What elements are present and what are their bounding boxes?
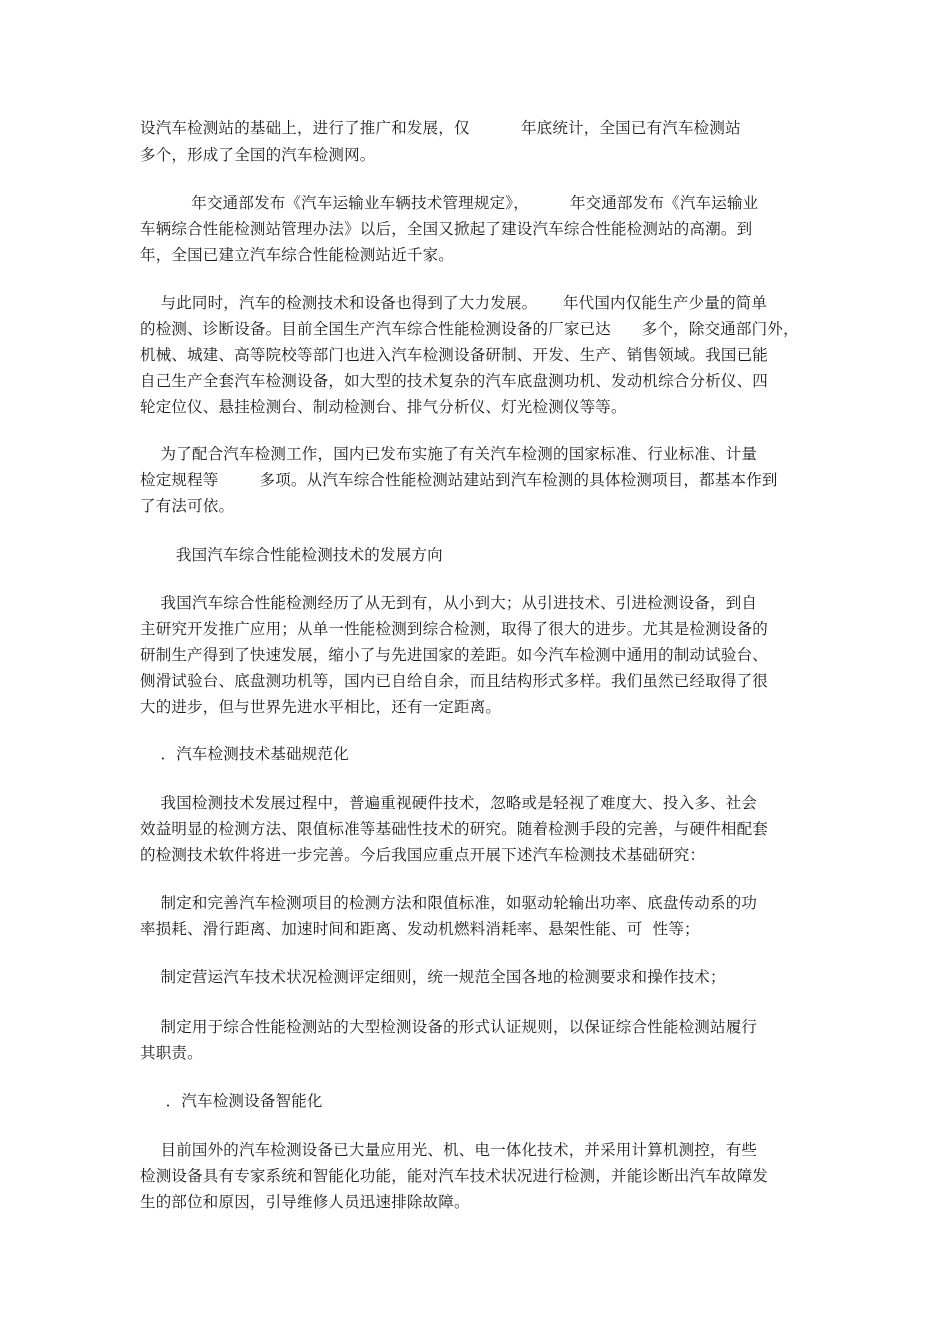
text-line: 轮定位仪、悬挂检测台、制动检测台、排气分析仪、灯光检测仪等等。 bbox=[140, 398, 627, 416]
text-line: 大的进步，但与世界先进水平相比，还有一定距离。 bbox=[140, 698, 502, 716]
text-line: 制定营运汽车技术状况检测评定细则，统一规范全国各地的检测要求和操作技术； bbox=[140, 968, 726, 986]
text-line: 研制生产得到了快速发展，缩小了与先进国家的差距。如今汽车检测中通用的制动试验台、 bbox=[140, 646, 769, 664]
text-line: 检测设备具有专家系统和智能化功能，能对汽车技术状况进行检测，并能诊断出汽车故障发 bbox=[140, 1167, 769, 1185]
text-line: 效益明显的检测方法、限值标准等基础性技术的研究。随着检测手段的完善，与硬件相配套 bbox=[140, 820, 769, 838]
text-line: 的检测、诊断设备。目前全国生产汽车综合性能检测设备的厂家已达 多个，除交通部门外， bbox=[140, 320, 799, 338]
text-line: 的检测技术软件将进一步完善。今后我国应重点开展下述汽车检测技术基础研究： bbox=[140, 846, 706, 864]
text-line: 为了配合汽车检测工作，国内已发布实施了有关汽车检测的国家标准、行业标准、计量 bbox=[140, 445, 758, 463]
text-line: 生的部位和原因，引导维修人员迅速排除故障。 bbox=[140, 1193, 470, 1211]
text-line: 与此同时，汽车的检测技术和设备也得到了大力发展。 年代国内仅能生产少量的简单 bbox=[140, 294, 768, 312]
text-line: 率损耗、滑行距离、加速时间和距离、发动机燃料消耗率、悬架性能、可 性等； bbox=[140, 920, 700, 938]
text-line: 自己生产全套汽车检测设备，如大型的技术复杂的汽车底盘测功机、发动机综合分析仪、四 bbox=[140, 372, 769, 390]
text-line: 检定规程等 多项。从汽车综合性能检测站建站到汽车检测的具体检测项目，都基本作到 bbox=[140, 471, 778, 489]
text-line: 年交通部发布《汽车运输业车辆技术管理规定》， 年交通部发布《汽车运输业 bbox=[140, 194, 759, 212]
text-line: 多个，形成了全国的汽车检测网。 bbox=[140, 146, 376, 164]
section-heading: ．汽车检测技术基础规范化 bbox=[140, 745, 349, 763]
text-line: 目前国外的汽车检测设备已大量应用光、机、电一体化技术，并采用计算机测控，有些 bbox=[140, 1141, 758, 1159]
text-line: 我国检测技术发展过程中，普遍重视硬件技术，忽略或是轻视了难度大、投入多、社会 bbox=[140, 794, 758, 812]
text-line: 年，全国已建立汽车综合性能检测站近千家。 bbox=[140, 246, 455, 264]
text-line: 我国汽车综合性能检测经历了从无到有，从小到大；从引进技术、引进检测设备，到自 bbox=[140, 594, 758, 612]
text-line: 车辆综合性能检测站管理办法》以后，全国又掀起了建设汽车综合性能检测站的高潮。到 bbox=[140, 220, 753, 238]
text-line: 主研究开发推广应用；从单一性能检测到综合检测，取得了很大的进步。尤其是检测设备的 bbox=[140, 620, 769, 638]
text-line: 制定用于综合性能检测站的大型检测设备的形式认证规则，以保证综合性能检测站履行 bbox=[140, 1018, 758, 1036]
text-line: 制定和完善汽车检测项目的检测方法和限值标准，如驱动轮输出功率、底盘传动系的功 bbox=[140, 894, 758, 912]
text-line: 设汽车检测站的基础上，进行了推广和发展，仅 年底统计，全国已有汽车检测站 bbox=[140, 119, 741, 137]
text-line: 了有法可依。 bbox=[140, 497, 235, 515]
text-line: 机械、城建、高等院校等部门也进入汽车检测设备研制、开发、生产、销售领域。我国已能 bbox=[140, 346, 769, 364]
section-heading: ．汽车检测设备智能化 bbox=[140, 1092, 323, 1110]
text-line: 侧滑试验台、底盘测功机等，国内已自给自余，而且结构形式多样。我们虽然已经取得了很 bbox=[140, 672, 769, 690]
text-line: 其职责。 bbox=[140, 1044, 203, 1062]
section-heading: 我国汽车综合性能检测技术的发展方向 bbox=[140, 546, 443, 564]
